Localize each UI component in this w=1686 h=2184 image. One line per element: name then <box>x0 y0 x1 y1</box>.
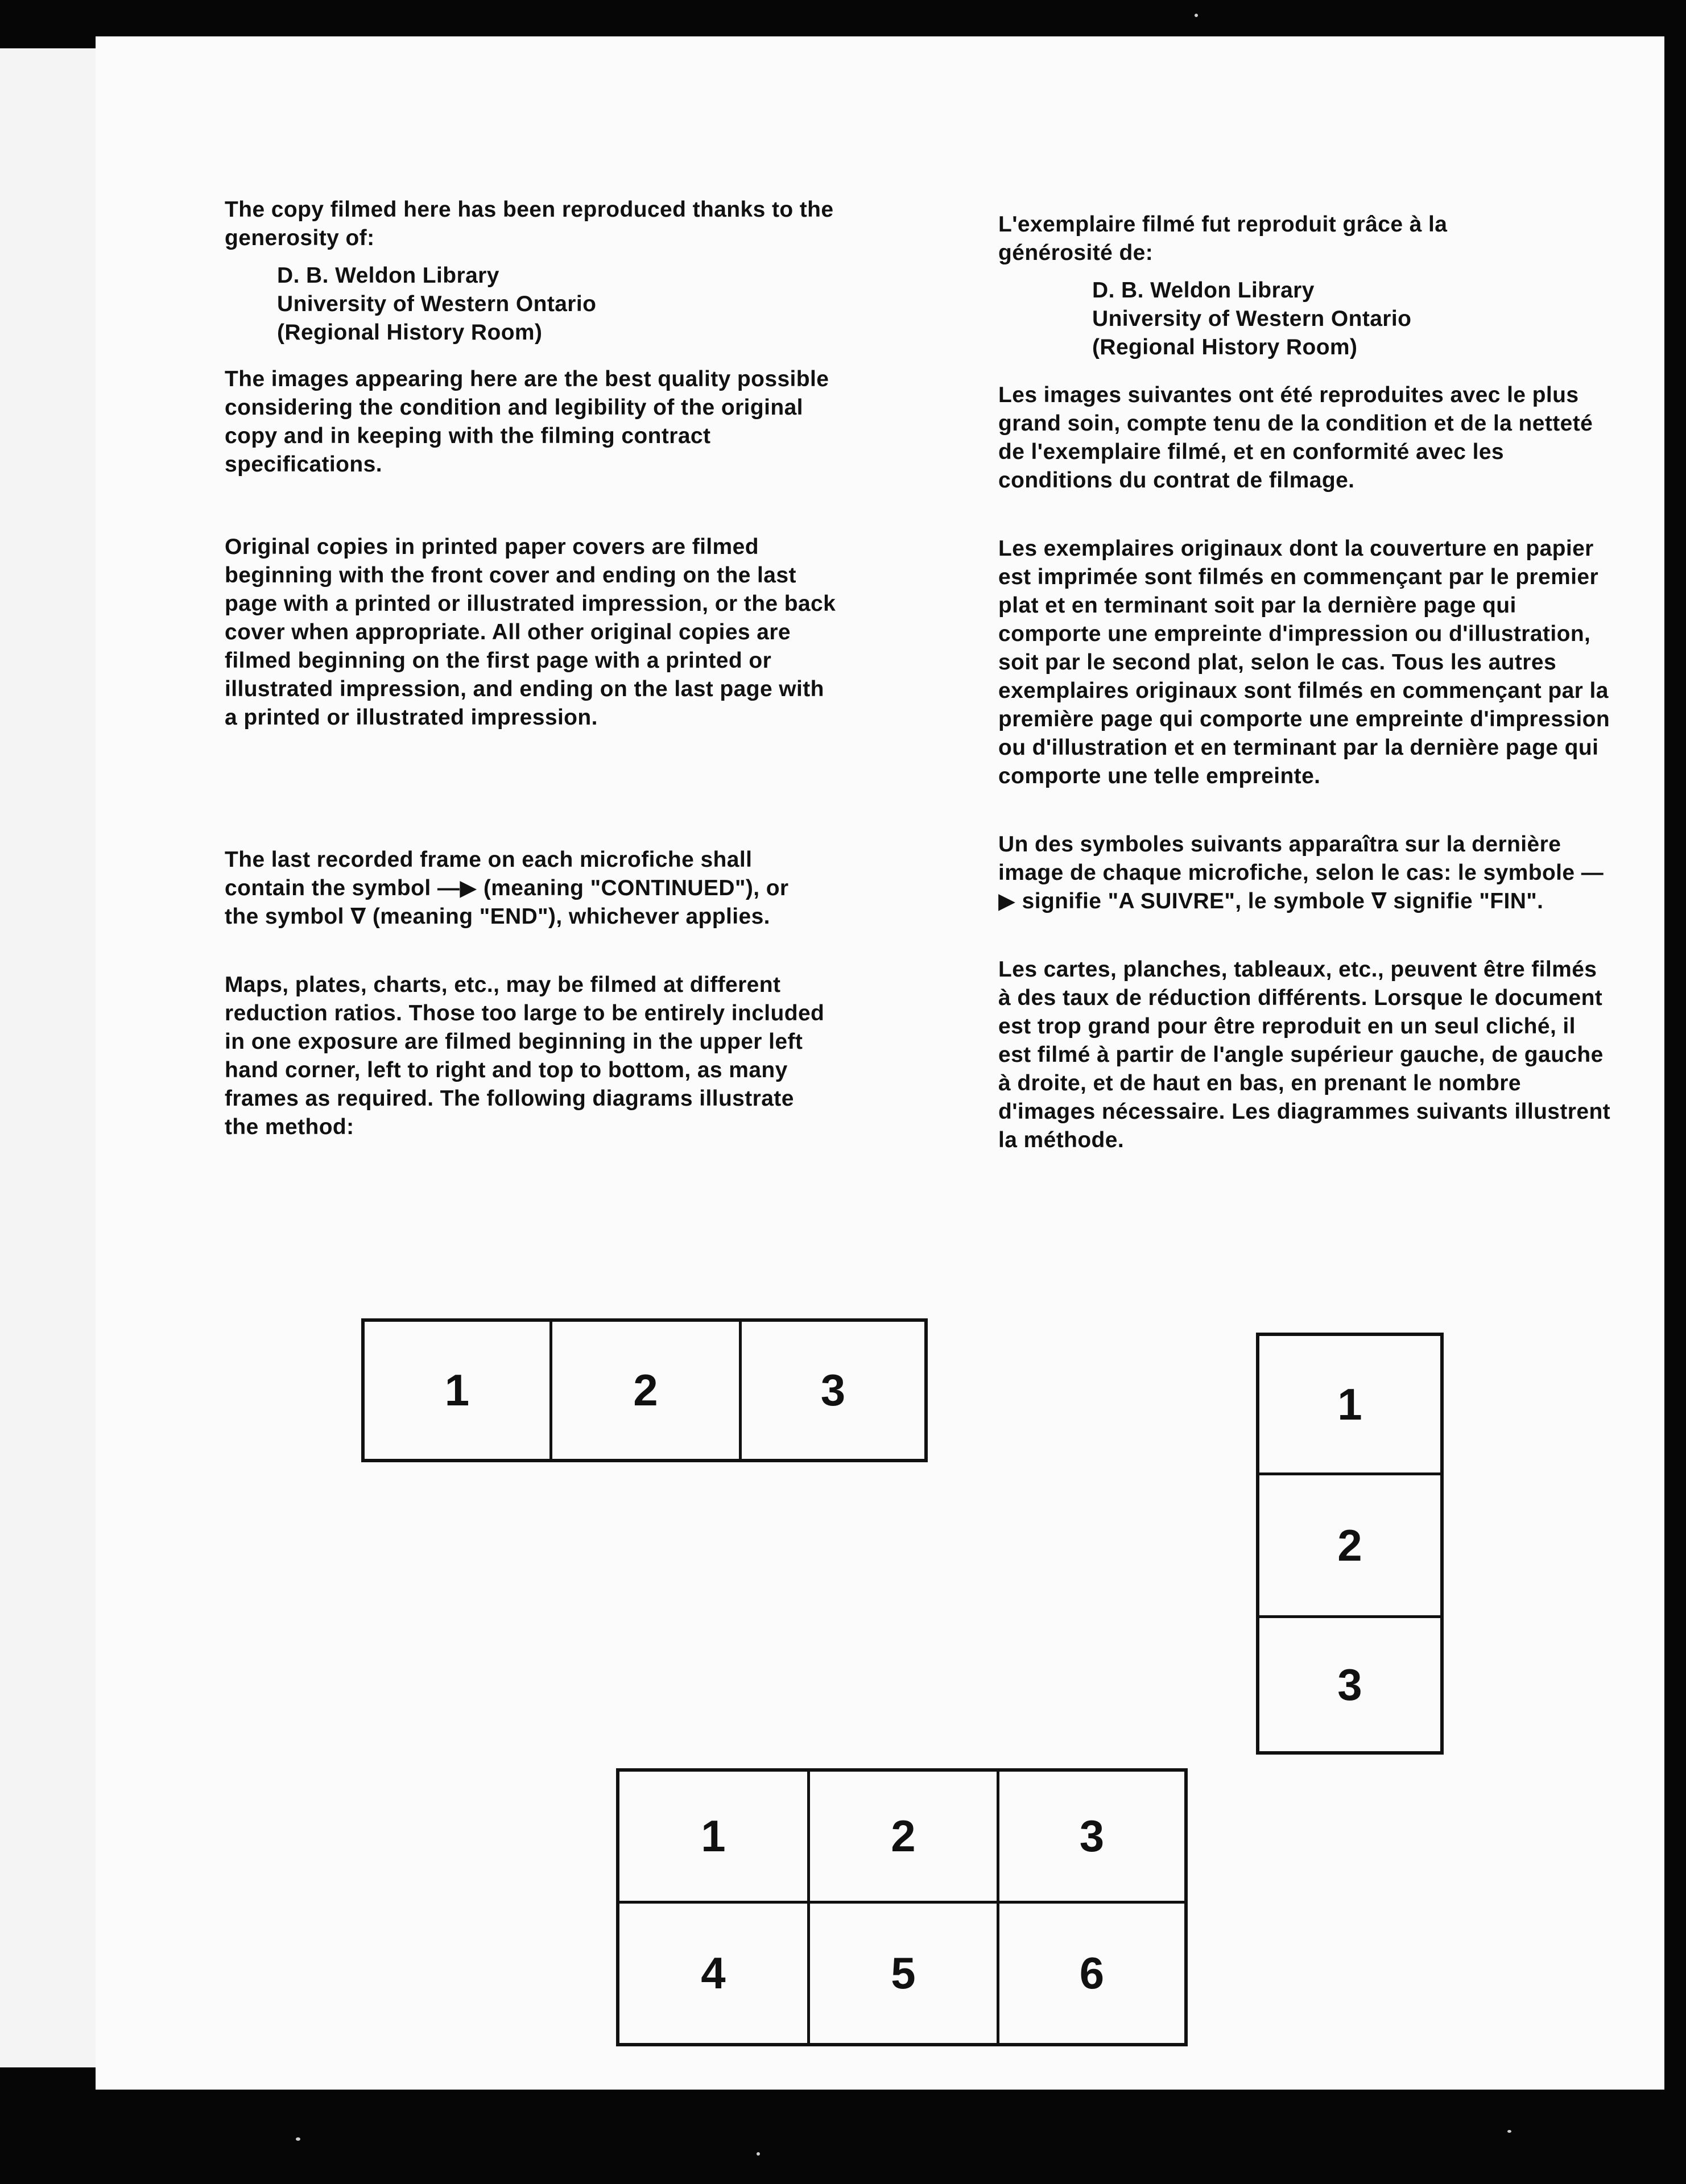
quality-text: The images appearing here are the best quality possible considering the condition and legibility of the original copy and in keeping with the filming contract specifications. <box>225 367 829 477</box>
quality-text-fr: Les images suivantes ont été reproduites avec le plus grand soin, compte tenu de la condition et de la netteté de l'exemplaire filmé, et en conformité avec les conditions du contrat de filmage. <box>998 383 1593 493</box>
library-name-fr: D. B. Weldon Library <box>1092 278 1315 303</box>
frame-2: 2 <box>1337 1520 1362 1570</box>
library-university-fr: University of Western Ontario <box>1092 307 1412 331</box>
french-column <box>998 210 1613 1155</box>
diagram-vertical <box>1256 1333 1444 1755</box>
frame-5: 5 <box>891 1948 916 1998</box>
frame-2: 2 <box>891 1811 916 1861</box>
maps-text-fr: Les cartes, planches, tableaux, etc., peuvent être filmés à des taux de réduction différents. Lorsque le document est trop grand pour être reproduit en un seul cliché, il est filmé à partir de l'angle supérieur gauche, de gauche à droite, et de haut en bas, en prenant le nombre d'images nécessaire. Les diagrammes suivants illustrent la méthode. <box>998 957 1611 1152</box>
originals-text: Original copies in printed paper covers are filmed beginning with the front cover and ending on the last page with a printed or illustrated impression, or the back cover when appropriate. All other original copies are filmed beginning on the first page with a printed or illustrated impression, and ending on the last page with a printed or illustrated impression. <box>225 535 836 730</box>
library-address-fr <box>1092 276 1613 362</box>
diagram-grid <box>616 1768 1188 2046</box>
library-university: University of Western Ontario <box>277 292 597 316</box>
frame-4: 4 <box>701 1948 726 1998</box>
english-column <box>225 196 876 1141</box>
intro-text: The copy filmed here has been reproduced thanks to the generosity of: <box>225 197 834 250</box>
frame-1: 1 <box>444 1365 470 1415</box>
library-address <box>277 262 876 347</box>
maps-text: Maps, plates, charts, etc., may be filmed at different reduction ratios. Those too large to be entirely included in one exposure are filmed beginning in the upper left hand corner, left to right and top to bottom, as many frames as required. The following diagrams illustrate the method: <box>225 973 825 1139</box>
film-speck <box>757 2152 760 2156</box>
frame-3: 3 <box>1337 1659 1362 1710</box>
frame-1: 1 <box>1337 1379 1362 1429</box>
film-speck <box>1195 14 1198 17</box>
originals-text-fr: Les exemplaires originaux dont la couverture en papier est imprimée sont filmés en commençant par le premier plat et en terminant soit par la dernière page qui comporte une empreinte d'impression ou d'illustration, soit par le second plat, selon le cas. Tous les autres exemplaires originaux sont filmés en commençant par la première page qui comporte une empreinte d'impression ou d'illustration et en terminant par la dernière page qui comporte une telle empreinte. <box>998 536 1610 788</box>
frame-3: 3 <box>820 1365 846 1415</box>
library-name: D. B. Weldon Library <box>277 263 499 288</box>
symbols-text-fr: Un des symboles suivants apparaîtra sur la dernière image de chaque microfiche, selon le cas: le symbole —▶ signifie "A SUIVRE", le symbole ∇ signifie "FIN". <box>998 832 1604 913</box>
diagram-horizontal <box>361 1318 928 1462</box>
library-room-fr: (Regional History Room) <box>1092 335 1358 359</box>
library-room: (Regional History Room) <box>277 320 543 345</box>
left-page-edge <box>0 48 98 2067</box>
frame-3: 3 <box>1079 1811 1105 1861</box>
intro-text-fr: L'exemplaire filmé fut reproduit grâce à la générosité de: <box>998 212 1448 265</box>
symbols-text: The last recorded frame on each microfiche shall contain the symbol —▶ (meaning "CONTINUED"), or the symbol ∇ (meaning "END"), whichever applies. <box>225 847 789 929</box>
frame-6: 6 <box>1079 1948 1105 1998</box>
film-speck <box>1507 2130 1511 2133</box>
film-speck <box>296 2137 300 2141</box>
frame-1: 1 <box>701 1811 726 1861</box>
frame-2: 2 <box>633 1365 658 1415</box>
